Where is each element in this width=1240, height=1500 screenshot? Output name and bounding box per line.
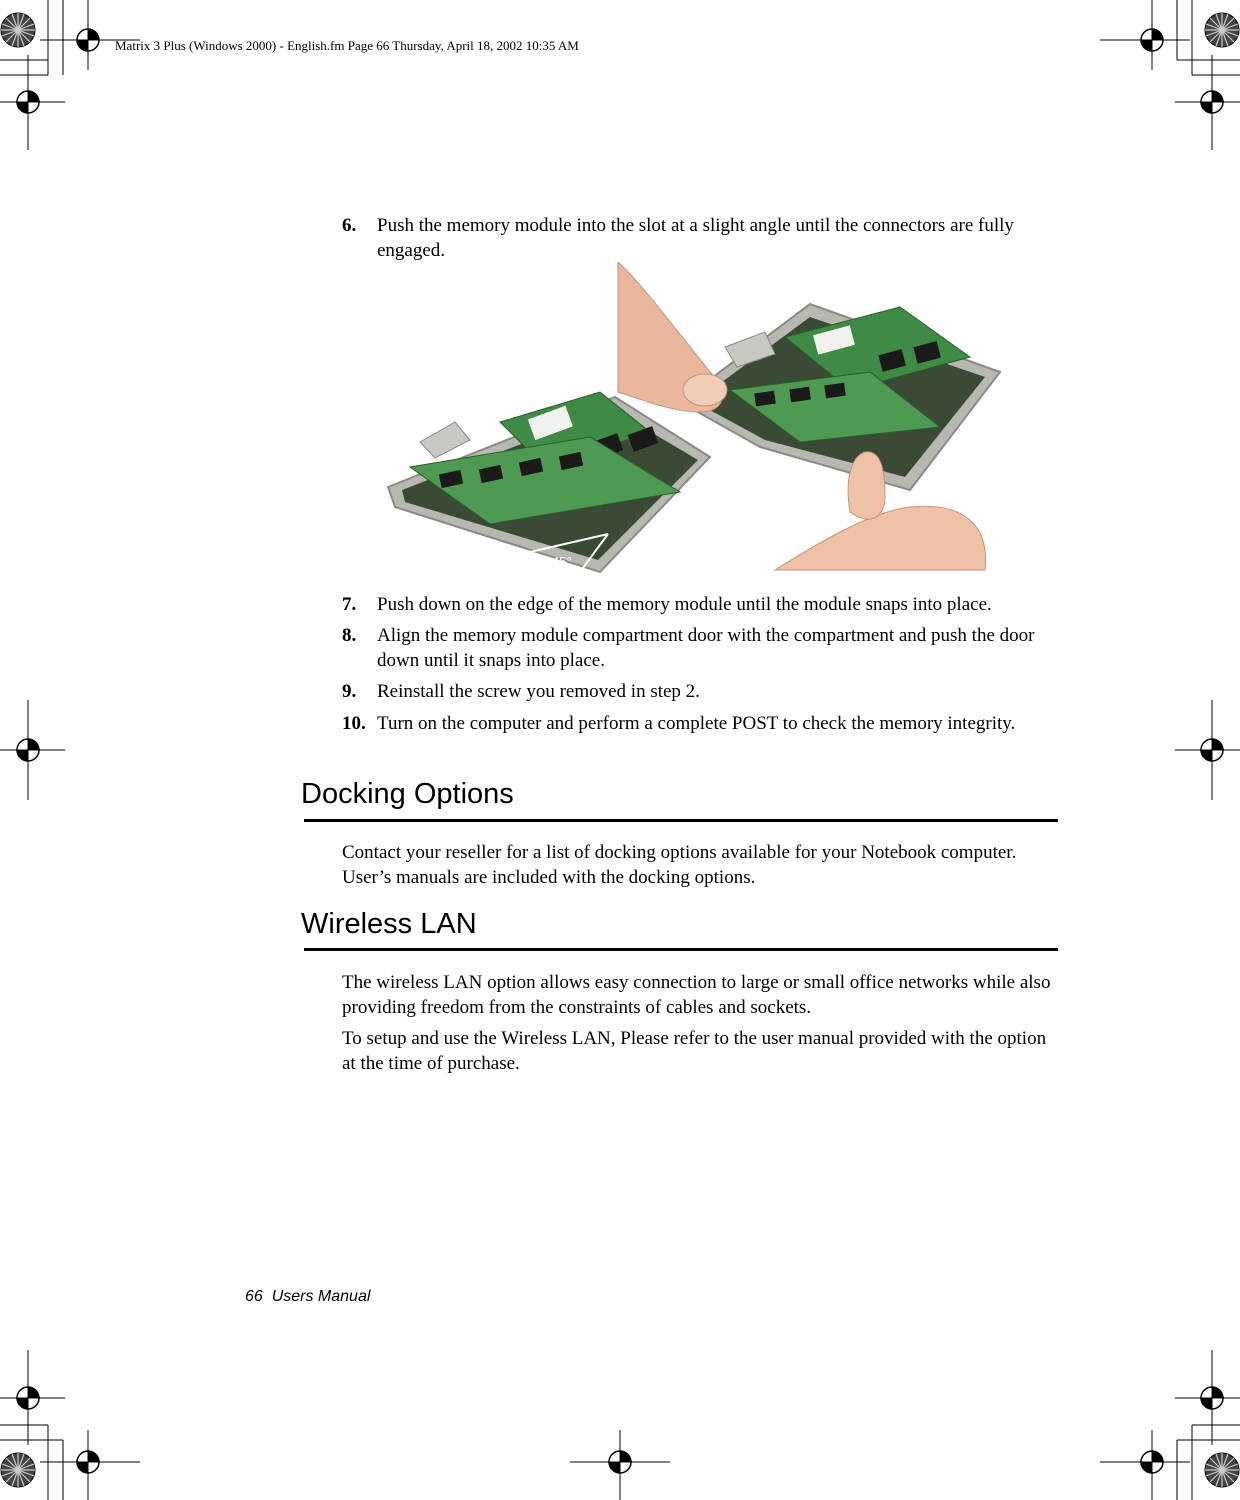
- step-text: Push down on the edge of the memory module until the module snaps into place.: [377, 594, 992, 615]
- file-info-header: Matrix 3 Plus (Windows 2000) - English.fm Page 66 Thursday, April 18, 2002 10:35 AM: [115, 38, 579, 53]
- section-heading-docking: Docking Options: [301, 778, 514, 810]
- heading-rule: [304, 948, 1058, 951]
- finger-bottom: [848, 452, 885, 519]
- step-number: 9.: [342, 681, 357, 702]
- step-7: [342, 592, 1057, 617]
- left-compartment: [388, 392, 710, 572]
- step-text: Align the memory module compartment door with the compartment and push the door down until it snaps into place.: [377, 625, 1035, 671]
- step-number: 6.: [342, 215, 357, 236]
- wireless-paragraph-1: The wireless LAN option allows easy connection to large or small office networks while also providing freedom from the constraints of cables and sockets.: [342, 972, 1051, 1018]
- step-10: [342, 711, 1057, 736]
- step-6: [342, 213, 1057, 263]
- step-9: [342, 679, 1057, 704]
- right-compartment: [680, 304, 1000, 490]
- page-number: 66: [245, 1288, 263, 1305]
- section-heading-wireless: Wireless LAN: [301, 908, 477, 940]
- step-text: Push the memory module into the slot at a slight angle until the connectors are fully engaged.: [377, 215, 1014, 261]
- step-number: 10.: [342, 713, 366, 734]
- step-8: [342, 623, 1057, 673]
- step-number: 8.: [342, 625, 357, 646]
- footer-title: Users Manual: [271, 1288, 371, 1305]
- heading-rule: [304, 819, 1058, 822]
- step-text: Turn on the computer and perform a complete POST to check the memory integrity.: [377, 713, 1016, 734]
- thumb: [775, 506, 986, 570]
- step-text: Reinstall the screw you removed in step 2.: [377, 681, 700, 702]
- step-number: 7.: [342, 594, 357, 615]
- angle-label: 45°: [552, 554, 572, 569]
- docking-paragraph: Contact your reseller for a list of docking options available for your Notebook computer. User’s manuals are included with the docking options.: [342, 842, 1017, 888]
- page-footer: [245, 1288, 370, 1306]
- memory-install-figure: [380, 262, 1010, 574]
- wireless-paragraph-2: To setup and use the Wireless LAN, Please refer to the user manual provided with the option at the time of purchase.: [342, 1028, 1047, 1074]
